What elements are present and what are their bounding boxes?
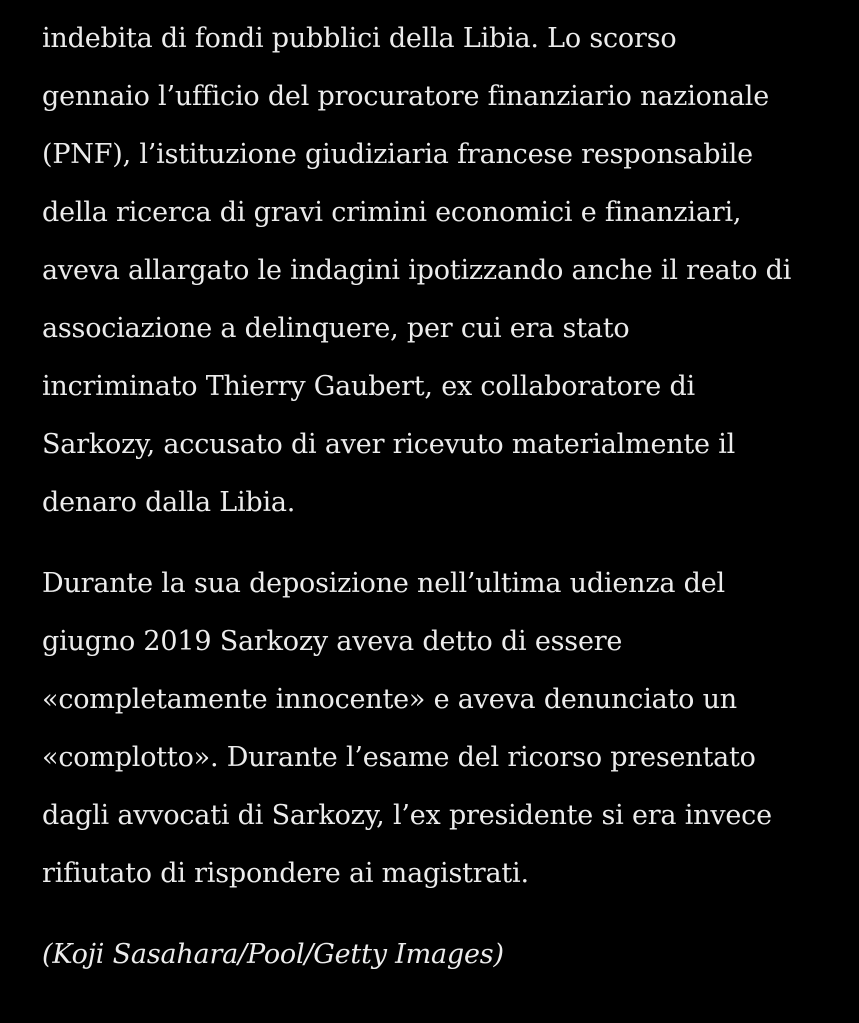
- paragraph-line: incriminato Thierry Gaubert, ex collaboratore di: [42, 371, 695, 402]
- paragraph-line: Sarkozy, accusato di aver ricevuto materialmente il: [42, 429, 736, 460]
- paragraph-line: «complotto». Durante l’esame del ricorso presentato: [42, 742, 756, 773]
- paragraph-line: rifiutato di rispondere ai magistrati.: [42, 858, 529, 889]
- paragraph-line: «completamente innocente» e aveva denunciato un: [42, 684, 737, 715]
- paragraph-1: [42, 10, 832, 532]
- paragraph-line: della ricerca di gravi crimini economici e finanziari,: [42, 197, 742, 228]
- paragraph-2: [42, 555, 832, 903]
- paragraph-line: indebita di fondi pubblici della Libia. Lo scorso: [42, 23, 677, 54]
- paragraph-line: aveva allargato le indagini ipotizzando anche il reato di: [42, 255, 792, 286]
- paragraph-line: giugno 2019 Sarkozy aveva detto di essere: [42, 626, 623, 657]
- paragraph-line: denaro dalla Libia.: [42, 487, 296, 518]
- paragraph-line: dagli avvocati di Sarkozy, l’ex presidente si era invece: [42, 800, 772, 831]
- article-body: [42, 10, 832, 984]
- paragraph-line: Durante la sua deposizione nell’ultima udienza del: [42, 568, 725, 599]
- photo-credit: (Koji Sasahara/Pool/Getty Images): [42, 939, 504, 970]
- paragraph-line: gennaio l’ufficio del procuratore finanziario nazionale: [42, 81, 769, 112]
- paragraph-line: (PNF), l’istituzione giudiziaria francese responsabile: [42, 139, 753, 170]
- paragraph-line: associazione a delinquere, per cui era stato: [42, 313, 630, 344]
